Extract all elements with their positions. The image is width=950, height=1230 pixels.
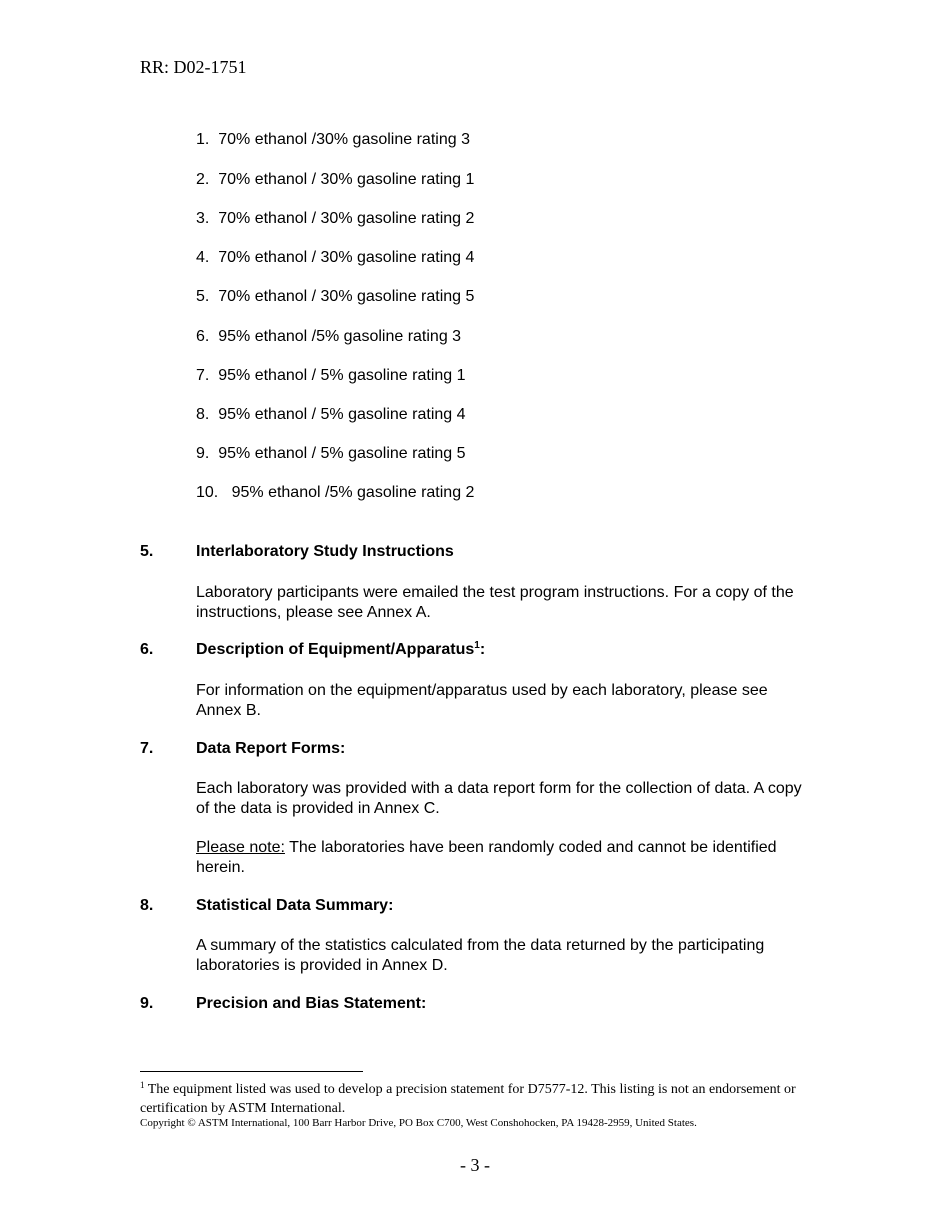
list-item-number: 6. <box>196 328 210 345</box>
list-item <box>196 131 470 149</box>
report-id-header: RR: D02-1751 <box>140 57 247 77</box>
list-item-number: 3. <box>196 210 210 227</box>
list-item <box>196 328 461 346</box>
page-number: - 3 - <box>460 1155 490 1175</box>
section-7-body: Each laboratory was provided with a data report form for the collection of data. A copy of the data is provided in Annex C. <box>196 780 802 817</box>
list-item <box>196 445 466 463</box>
list-item-text: 70% ethanol / 30% gasoline rating 1 <box>218 171 475 188</box>
list-item <box>196 249 474 267</box>
section-6-title-suffix: : <box>479 641 486 658</box>
list-item-text: 70% ethanol / 30% gasoline rating 5 <box>218 288 475 305</box>
section-8-body: A summary of the statistics calculated from the data returned by the participating laboratories is provided in Annex D. <box>196 937 765 974</box>
section-6-title: Description of Equipment/Apparatus <box>196 641 475 658</box>
section-5-number: 5. <box>140 543 154 560</box>
section-5-body: Laboratory participants were emailed the test program instructions. For a copy of the instructions, please see Annex A. <box>196 584 794 621</box>
list-item-number: 1. <box>196 131 210 148</box>
list-item <box>196 171 474 189</box>
list-item <box>196 484 474 502</box>
list-item-text: 70% ethanol / 30% gasoline rating 2 <box>218 210 475 227</box>
section-9-title: Precision and Bias Statement: <box>196 995 427 1012</box>
section-8-number: 8. <box>140 897 154 914</box>
list-item-number: 9. <box>196 445 210 462</box>
footnote-mark: 1 <box>140 1080 145 1090</box>
list-item <box>196 367 466 385</box>
list-item-number: 7. <box>196 367 210 384</box>
note-label: Please note: <box>196 839 285 856</box>
list-item <box>196 406 466 424</box>
copyright-notice: Copyright © ASTM International, 100 Barr Harbor Drive, PO Box C700, West Conshohocken, PA 19428-2959, United States. <box>140 1117 697 1129</box>
section-6-body: For information on the equipment/apparatus used by each laboratory, please see Annex B. <box>196 682 768 719</box>
list-item-number: 8. <box>196 406 210 423</box>
list-item-number: 5. <box>196 288 210 305</box>
footnote <box>140 1080 820 1118</box>
list-item-text: 95% ethanol / 5% gasoline rating 4 <box>218 406 466 423</box>
section-5-title: Interlaboratory Study Instructions <box>196 543 454 560</box>
list-item-text: 95% ethanol / 5% gasoline rating 5 <box>218 445 466 462</box>
section-6-number: 6. <box>140 641 154 658</box>
list-item-number: 10. <box>196 484 219 501</box>
footnote-divider <box>140 1071 363 1072</box>
section-8-title: Statistical Data Summary: <box>196 897 394 914</box>
list-item <box>196 288 474 306</box>
list-item-number: 2. <box>196 171 210 188</box>
section-9-number: 9. <box>140 995 154 1012</box>
footnote-reference: 1 <box>474 640 480 651</box>
list-item-text: 70% ethanol / 30% gasoline rating 4 <box>218 249 475 266</box>
list-item-number: 4. <box>196 249 210 266</box>
list-item-text: 95% ethanol / 5% gasoline rating 1 <box>218 367 466 384</box>
list-item-text: 70% ethanol /30% gasoline rating 3 <box>218 131 470 148</box>
section-7-number: 7. <box>140 740 154 757</box>
list-item-text: 95% ethanol /5% gasoline rating 2 <box>231 484 475 501</box>
note-text: The laboratories have been randomly coded and cannot be identified herein. <box>196 839 777 876</box>
section-7-title: Data Report Forms: <box>196 740 346 757</box>
section-6-title-line <box>196 641 485 659</box>
list-item-text: 95% ethanol /5% gasoline rating 3 <box>218 328 462 345</box>
footnote-text: The equipment listed was used to develop a precision statement for D7577-12. This listing is not an endorsement or certification by ASTM International. <box>140 1082 796 1116</box>
section-7-note <box>196 838 816 878</box>
list-item <box>196 210 474 228</box>
